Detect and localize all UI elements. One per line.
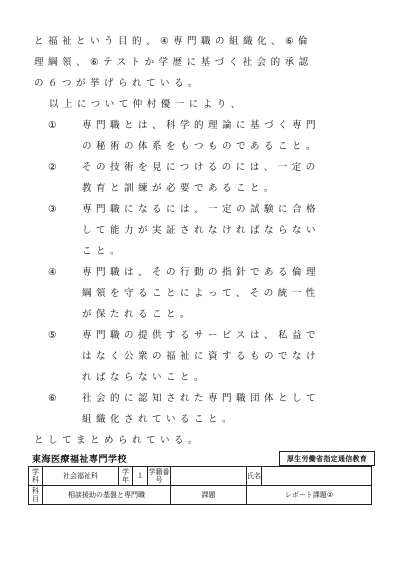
list-item-4 [0, 264, 410, 281]
line-text: ればならないこと。 [82, 372, 209, 383]
list-item-3 [0, 201, 410, 218]
item-number: ⑥ [48, 393, 57, 404]
list-item-5 [0, 327, 410, 344]
line-text: して能力が実証されなければならない [82, 225, 321, 236]
text-line [0, 222, 410, 239]
item-number: ⑤ [48, 330, 57, 341]
text-line [0, 54, 410, 71]
text-line [0, 285, 410, 302]
text-line [0, 180, 410, 197]
task-value: レポート課題② [247, 486, 372, 505]
text-line [0, 369, 410, 386]
text-line [0, 243, 410, 260]
line-text: 専門職とは、科学的理論に基づく専門 [82, 120, 321, 131]
text-line [0, 96, 410, 113]
year-label: 学年 [119, 467, 133, 486]
task-label: 課題 [171, 486, 247, 505]
list-item-6 [0, 390, 410, 407]
student-no-label: 学籍番号 [148, 468, 170, 484]
line-text: 専門職になるには、一定の試験に合格 [82, 204, 321, 215]
student-no-value[interactable] [171, 467, 247, 486]
list-item-1 [0, 117, 410, 134]
line-text: 理綱領、⑥テストか学歴に基づく社会的承認 [34, 57, 313, 68]
line-text: 組織化されていること。 [82, 414, 237, 425]
text-line [0, 411, 410, 428]
line-text: 専門職は、その行動の指針である倫理 [82, 267, 321, 278]
text-line [0, 75, 410, 92]
item-number: ① [48, 120, 57, 131]
line-text: と福祉という目的、④専門職の組織化、⑥倫 [34, 36, 313, 47]
item-number: ② [48, 162, 57, 173]
line-text: の６つが挙げられている。 [34, 78, 203, 89]
line-text: が保たれること。 [82, 309, 195, 320]
text-line [0, 138, 410, 155]
text-line [0, 306, 410, 323]
text-line [0, 348, 410, 365]
subject-label: 科目 [29, 486, 43, 505]
line-text: 綱領を守ることによって、その統一性 [82, 288, 320, 299]
line-text: の秘術の体系をもつものであること。 [82, 141, 321, 152]
subject-value: 相談援助の基盤と専門職 [43, 486, 171, 505]
text-line [0, 33, 410, 50]
year-value: １ [133, 467, 148, 486]
line-text: はなく公衆の福祉に資するものでなけ [82, 351, 321, 362]
line-text: こと。 [82, 246, 125, 257]
list-item-2 [0, 159, 410, 176]
dept-value: 社会福祉科 [43, 467, 119, 486]
student-info-form [28, 466, 372, 505]
line-text: としてまとめられている。 [34, 435, 203, 446]
school-name: 東海医療福祉専門学校 [32, 455, 128, 465]
dept-label: 学科 [29, 467, 43, 486]
form-row-bottom [29, 486, 372, 505]
form-row-top [29, 467, 372, 486]
item-number: ③ [48, 204, 57, 215]
line-text: 以上について仲村優一により、 [49, 99, 245, 110]
accreditation-stamp: 厚生労働省指定通信教育 [279, 451, 375, 466]
name-label: 氏名 [247, 467, 262, 486]
text-line [0, 432, 410, 449]
name-value[interactable] [262, 467, 372, 486]
line-text: 教育と訓練が必要であること。 [82, 183, 279, 194]
item-number: ④ [48, 267, 57, 278]
line-text: 専門職の提供するサービスは、私益で [82, 330, 321, 341]
line-text: 社会的に認知された専門職団体として [82, 393, 321, 404]
line-text: その技術を見につけるのには、一定の [82, 162, 320, 173]
